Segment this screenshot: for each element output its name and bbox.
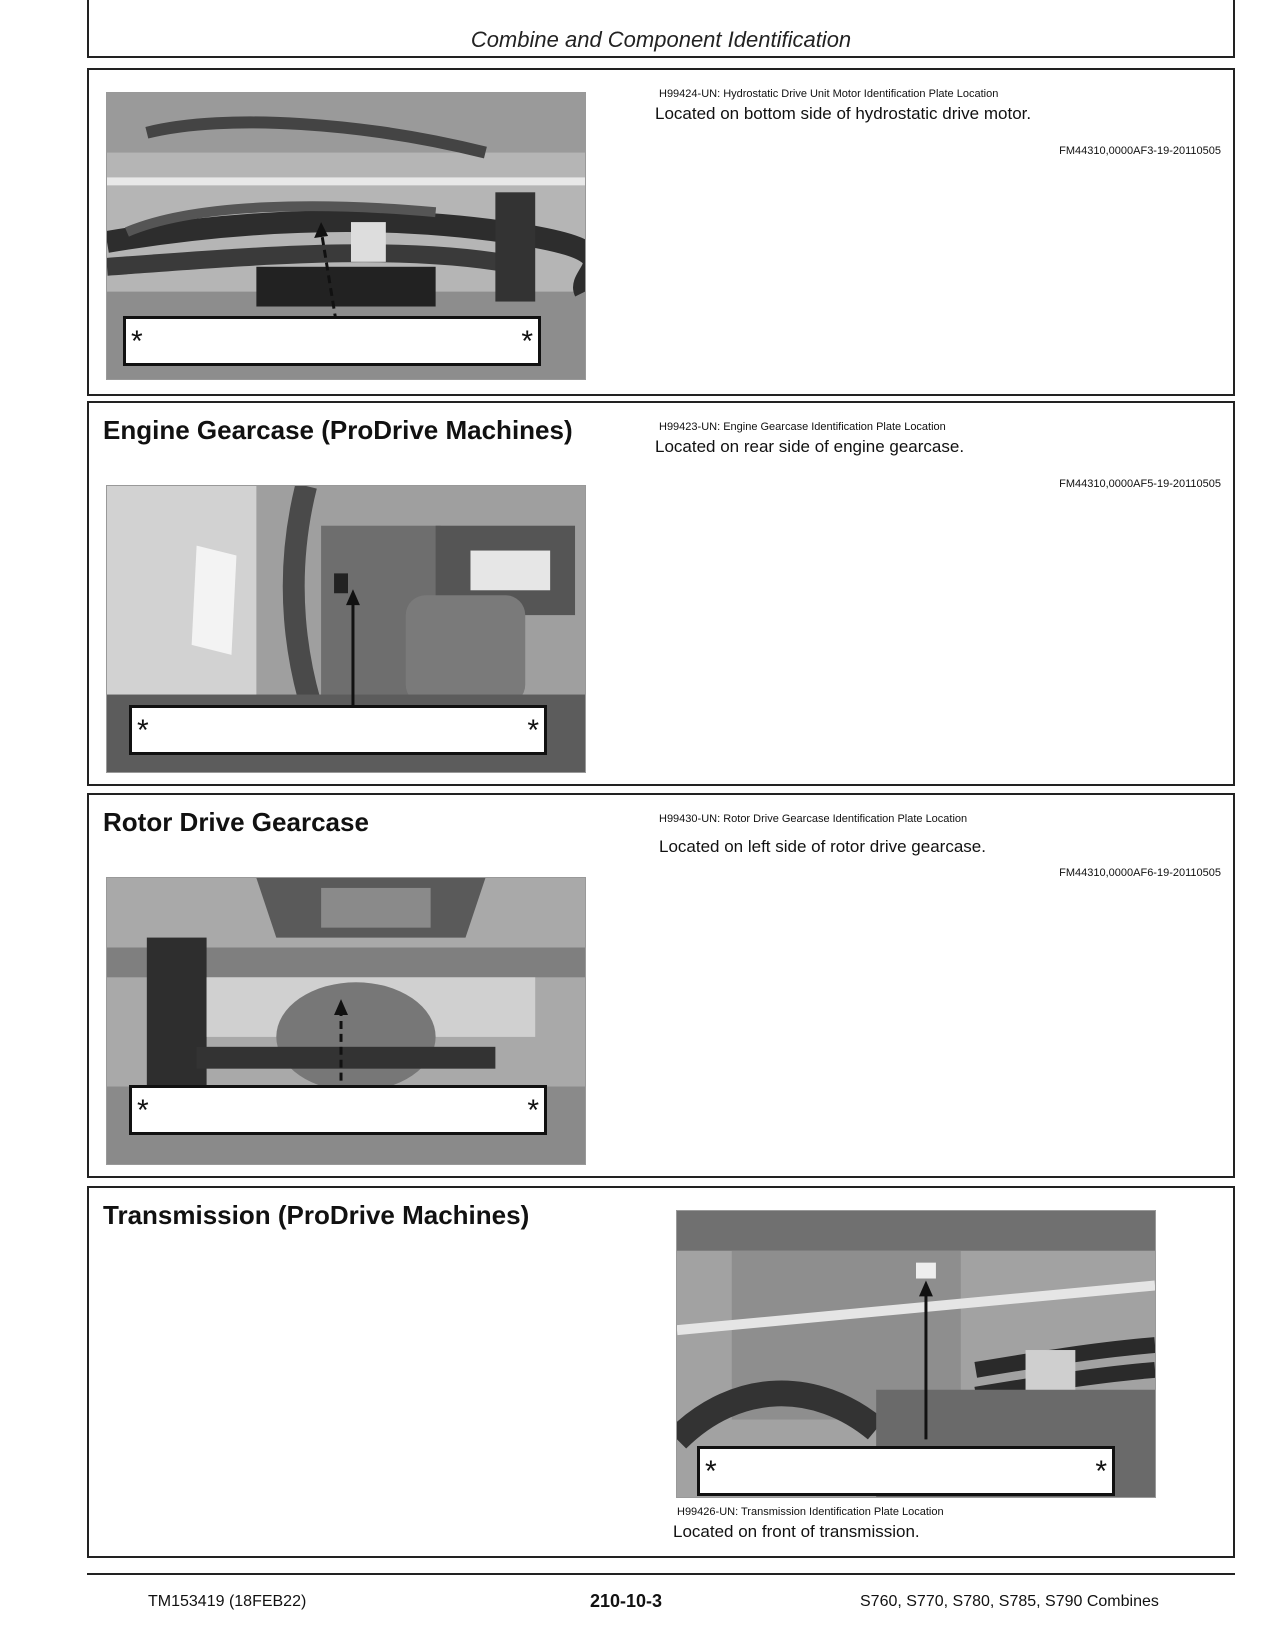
section-rotor-drive-gearcase — [87, 793, 1235, 1178]
reference-code: FM44310,0000AF6-19-20110505 — [1059, 867, 1221, 879]
callout-star-left: * — [137, 714, 149, 747]
footer-doc-id: TM153419 (18FEB22) — [148, 1593, 307, 1610]
footer-page-number: 210-10-3 — [590, 1591, 663, 1611]
section-heading: Rotor Drive Gearcase — [103, 807, 369, 837]
location-description: Located on bottom side of hydrostatic drive motor. — [655, 104, 1032, 123]
footer-divider — [87, 1573, 1235, 1575]
location-description: Located on front of transmission. — [673, 1522, 920, 1541]
callout-star-right: * — [527, 714, 539, 747]
section-heading: Transmission (ProDrive Machines) — [103, 1200, 530, 1230]
figure-caption: H99426-UN: Transmission Identification Plate Location — [677, 1506, 944, 1518]
page-header — [87, 0, 1235, 58]
section-heading: Engine Gearcase (ProDrive Machines) — [103, 415, 573, 445]
callout-star-right: * — [1095, 1455, 1107, 1488]
figure-caption: H99430-UN: Rotor Drive Gearcase Identification Plate Location — [659, 813, 968, 825]
callout-plate-engine-gearcase — [129, 705, 547, 755]
callout-star-right: * — [521, 325, 533, 358]
location-description: Located on left side of rotor drive gearcase. — [659, 837, 986, 856]
page-title: Combine and Component Identification — [470, 27, 852, 52]
footer-models: S760, S770, S780, S785, S790 Combines — [860, 1593, 1159, 1610]
callout-star-left: * — [705, 1455, 717, 1488]
callout-star-right: * — [527, 1094, 539, 1127]
callout-star-left: * — [131, 325, 143, 358]
reference-code: FM44310,0000AF5-19-20110505 — [1059, 478, 1221, 490]
reference-code: FM44310,0000AF3-19-20110505 — [1059, 145, 1221, 157]
callout-plate-hydrostatic — [123, 316, 541, 366]
section-hydrostatic-motor — [87, 68, 1235, 396]
section-transmission — [87, 1186, 1235, 1558]
figure-caption: H99424-UN: Hydrostatic Drive Unit Motor Identification Plate Location — [659, 88, 999, 100]
figure-caption: H99423-UN: Engine Gearcase Identification Plate Location — [659, 421, 946, 433]
callout-plate-rotor-gearcase — [129, 1085, 547, 1135]
location-description: Located on rear side of engine gearcase. — [655, 437, 965, 456]
section-engine-gearcase — [87, 401, 1235, 786]
callout-star-left: * — [137, 1094, 149, 1127]
callout-plate-transmission — [697, 1446, 1115, 1496]
